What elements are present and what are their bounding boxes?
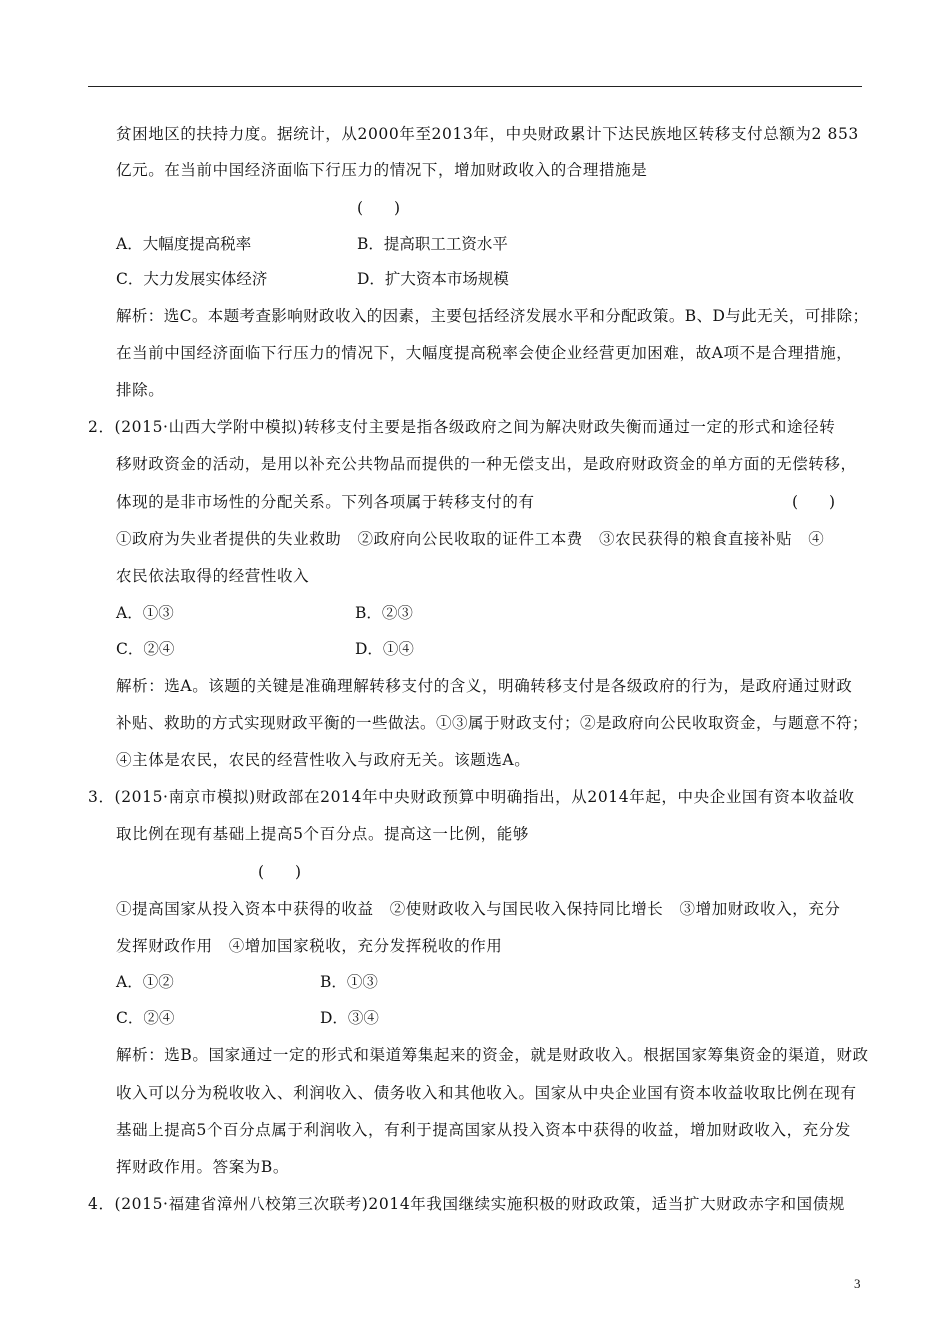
q1-stem-line: 贫困地区的扶持力度。据统计，从2000年至2013年，中央财政累计下达民族地区转移支付总额为2 853 [116,125,859,143]
q3-items-line: ①提高国家从投入资本中获得的收益 ②使财政收入与国民收入保持同比增长 ③增加财政收入，充分 [116,900,841,918]
q3-option-a: A．①② [116,973,174,991]
q1-option-d: D．扩大资本市场规模 [357,270,509,288]
q1-analysis-line: 排除。 [116,381,165,399]
q3-option-b: B．①③ [320,973,378,991]
q3-option-d: D．③④ [320,1009,379,1027]
q1-analysis-line: 解析：选C。本题考查影响财政收入的因素，主要包括经济发展水平和分配政策。B、D与此无关，可排除； [116,307,869,325]
q3-answer-paren: ( ) [258,863,302,881]
q1-option-a: A．大幅度提高税率 [116,235,252,253]
q2-analysis-line: 补贴、救助的方式实现财政平衡的一些做法。①③属于财政支付；②是政府向公民收取资金，与题意不符； [116,714,869,732]
q1-stem-line: 亿元。在当前中国经济面临下行压力的情况下，增加财政收入的合理措施是 [116,161,648,179]
q2-stem-line: 2．(2015·山西大学附中模拟)转移支付主要是指各级政府之间为解决财政失衡而通过一定的形式和途径转 [88,418,836,436]
q4-stem-line: 4．(2015·福建省漳州八校第三次联考)2014年我国继续实施积极的财政政策，适当扩大财政赤字和国债规 [88,1195,845,1213]
q3-analysis-line: 收入可以分为税收收入、利润收入、债务收入和其他收入。国家从中央企业国有资本收益收取比例在现有 [116,1084,857,1102]
q3-analysis-line: 挥财政作用。答案为B。 [116,1158,289,1176]
q1-option-c: C．大力发展实体经济 [116,270,268,288]
q3-stem-line: 3．(2015·南京市模拟)财政部在2014年中央财政预算中明确指出，从2014年起，中央企业国有资本收益收 [88,788,855,806]
q2-answer-paren: ( ) [792,493,836,511]
q2-analysis-line: ④主体是农民，农民的经营性收入与政府无关。该题选A。 [116,751,531,769]
q2-items-line: 农民依法取得的经营性收入 [116,567,310,585]
q2-option-c: C．②④ [116,640,175,658]
page-number: 3 [854,1276,861,1291]
q1-option-b: B．提高职工工资水平 [357,235,508,253]
q3-option-c: C．②④ [116,1009,175,1027]
q2-analysis-line: 解析：选A。该题的关键是准确理解转移支付的含义，明确转移支付是各级政府的行为，是政府通过财政 [116,677,853,695]
q3-stem-line: 取比例在现有基础上提高5个百分点。提高这一比例，能够 [116,825,529,843]
q2-stem-line: 移财政资金的活动，是用以补充公共物品而提供的一种无偿支出，是政府财政资金的单方面的无偿转移， [116,455,857,473]
q2-option-a: A．①③ [116,604,174,622]
q3-analysis-line: 解析：选B。国家通过一定的形式和渠道筹集起来的资金，就是财政收入。根据国家筹集资金的渠道，财政 [116,1046,869,1064]
q2-stem-line: 体现的是非市场性的分配关系。下列各项属于转移支付的有 [116,493,535,511]
header-rule [88,86,862,87]
q2-items-line: ①政府为失业者提供的失业救助 ②政府向公民收取的证件工本费 ③农民获得的粮食直接补贴 ④ [116,530,825,548]
q2-option-d: D．①④ [355,640,414,658]
q3-analysis-line: 基础上提高5个百分点属于利润收入，有利于提高国家从投入资本中获得的收益，增加财政收入，充分发 [116,1121,851,1139]
q1-analysis-line: 在当前中国经济面临下行压力的情况下，大幅度提高税率会使企业经营更加困难，故A项不是合理措施， [116,344,853,362]
q3-items-line: 发挥财政作用 ④增加国家税收，充分发挥税收的作用 [116,937,503,955]
q2-option-b: B．②③ [355,604,413,622]
q1-answer-paren: ( ) [357,199,401,217]
